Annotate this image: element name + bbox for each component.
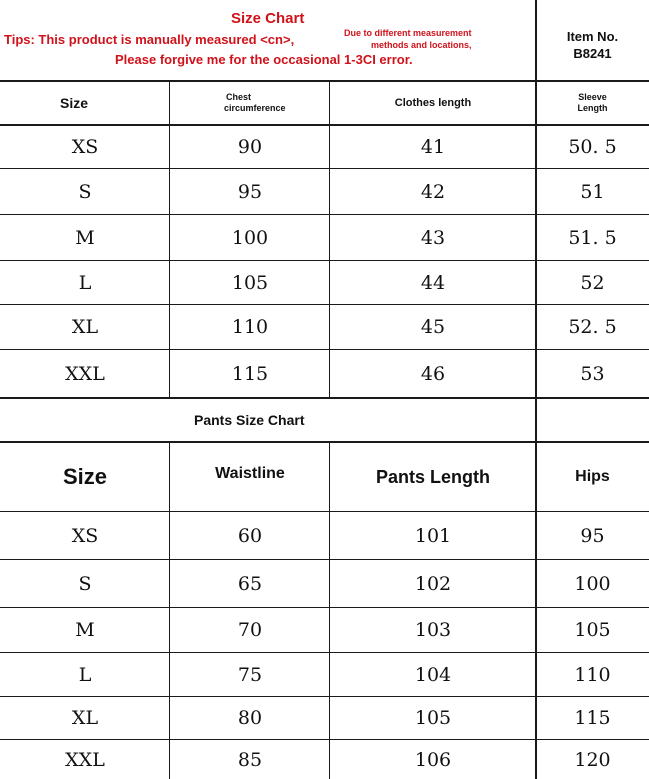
tips-note-line-2: methods and locations, (371, 40, 472, 50)
pants-size-cell: M (75, 619, 95, 641)
top-sleeve-cell: 52. 5 (568, 316, 617, 338)
top-length-cell: 43 (420, 227, 446, 249)
top-length-cell: 46 (420, 363, 446, 385)
grid-line (0, 80, 649, 82)
top-chest-cell: 105 (231, 272, 269, 294)
grid-line (0, 304, 649, 305)
grid-line (0, 441, 649, 443)
pants-header-hips: Hips (575, 468, 610, 485)
pants-waist-cell: 75 (237, 664, 263, 686)
header-chest-line2: circumference (224, 103, 286, 113)
pants-hips-cell: 115 (574, 707, 611, 729)
top-size-cell: M (75, 227, 95, 249)
tips-line-1: Tips: This product is manually measured <cn>, (4, 32, 295, 47)
pants-length-cell: 104 (414, 664, 452, 686)
grid-line (0, 607, 649, 608)
top-size-cell: XL (71, 316, 99, 338)
grid-line (0, 397, 649, 399)
pants-size-cell: XS (71, 525, 99, 547)
header-chest (170, 82, 330, 124)
pants-size-cell: S (78, 573, 92, 595)
grid-line (329, 82, 330, 397)
item-value: B8241 (573, 46, 612, 61)
tips-line-2: Please forgive me for the occasional 1-3CI error. (115, 52, 413, 67)
tips-note-line-1: Due to different measurement (344, 28, 472, 38)
chart-title: Size Chart (231, 10, 305, 27)
pants-size-cell: XXL (65, 749, 105, 771)
top-size-cell: XS (71, 136, 99, 158)
header-sleeve-line1: Sleeve (578, 92, 607, 102)
header-clothes-length: Clothes length (394, 97, 472, 109)
grid-line (169, 82, 170, 397)
grid-line (0, 739, 649, 740)
grid-line (0, 652, 649, 653)
grid-line (0, 696, 649, 697)
pants-waist-cell: 80 (237, 707, 263, 729)
pants-length-cell: 103 (414, 619, 452, 641)
top-size-cell: L (78, 272, 92, 294)
grid-line (0, 559, 649, 560)
top-size-cell: XXL (65, 363, 105, 385)
pants-hips-cell: 100 (574, 573, 611, 595)
pants-size-cell: L (78, 664, 92, 686)
top-chest-cell: 95 (237, 181, 263, 203)
grid-line (169, 443, 170, 779)
pants-chart-title: Pants Size Chart (194, 412, 305, 428)
pants-header-length: Pants Length (375, 466, 490, 487)
pants-waist-cell: 65 (237, 573, 263, 595)
top-chest-cell: 115 (231, 363, 269, 385)
pants-length-cell: 102 (414, 573, 452, 595)
item-label: Item No. (566, 29, 619, 44)
top-sleeve-cell: 53 (580, 363, 605, 385)
pants-header-size: Size (62, 464, 108, 489)
top-sleeve-cell: 51. 5 (568, 227, 617, 249)
top-length-cell: 41 (420, 136, 446, 158)
top-length-cell: 44 (420, 272, 446, 294)
header-chest-line1: Chest (226, 92, 252, 102)
grid-line (329, 443, 330, 779)
pants-size-cell: XL (71, 707, 99, 729)
pants-waist-cell: 70 (237, 619, 263, 641)
pants-hips-cell: 105 (574, 619, 611, 641)
item-number (536, 22, 649, 68)
grid-line (0, 214, 649, 215)
grid-line (0, 124, 649, 126)
top-sleeve-cell: 52 (580, 272, 605, 294)
header-size: Size (60, 95, 89, 111)
top-size-cell: S (78, 181, 92, 203)
pants-header-waistline: Waistline (215, 465, 285, 482)
pants-length-cell: 101 (414, 525, 452, 547)
pants-waist-cell: 60 (237, 525, 263, 547)
grid-line (535, 0, 537, 779)
header-sleeve-length (536, 82, 649, 124)
top-chest-cell: 90 (237, 136, 263, 158)
top-chest-cell: 100 (231, 227, 269, 249)
top-length-cell: 42 (420, 181, 446, 203)
pants-length-cell: 106 (414, 749, 452, 771)
pants-hips-cell: 110 (574, 664, 611, 686)
pants-hips-cell: 95 (580, 525, 605, 547)
pants-waist-cell: 85 (237, 749, 263, 771)
pants-length-cell: 105 (414, 707, 452, 729)
top-sleeve-cell: 50. 5 (568, 136, 617, 158)
header-sleeve-line2: Length (577, 103, 608, 113)
top-sleeve-cell: 51 (580, 181, 605, 203)
grid-line (0, 511, 649, 512)
grid-line (0, 260, 649, 261)
top-chest-cell: 110 (231, 316, 269, 338)
top-length-cell: 45 (420, 316, 446, 338)
grid-line (0, 349, 649, 350)
grid-line (0, 168, 649, 169)
pants-hips-cell: 120 (574, 749, 611, 771)
